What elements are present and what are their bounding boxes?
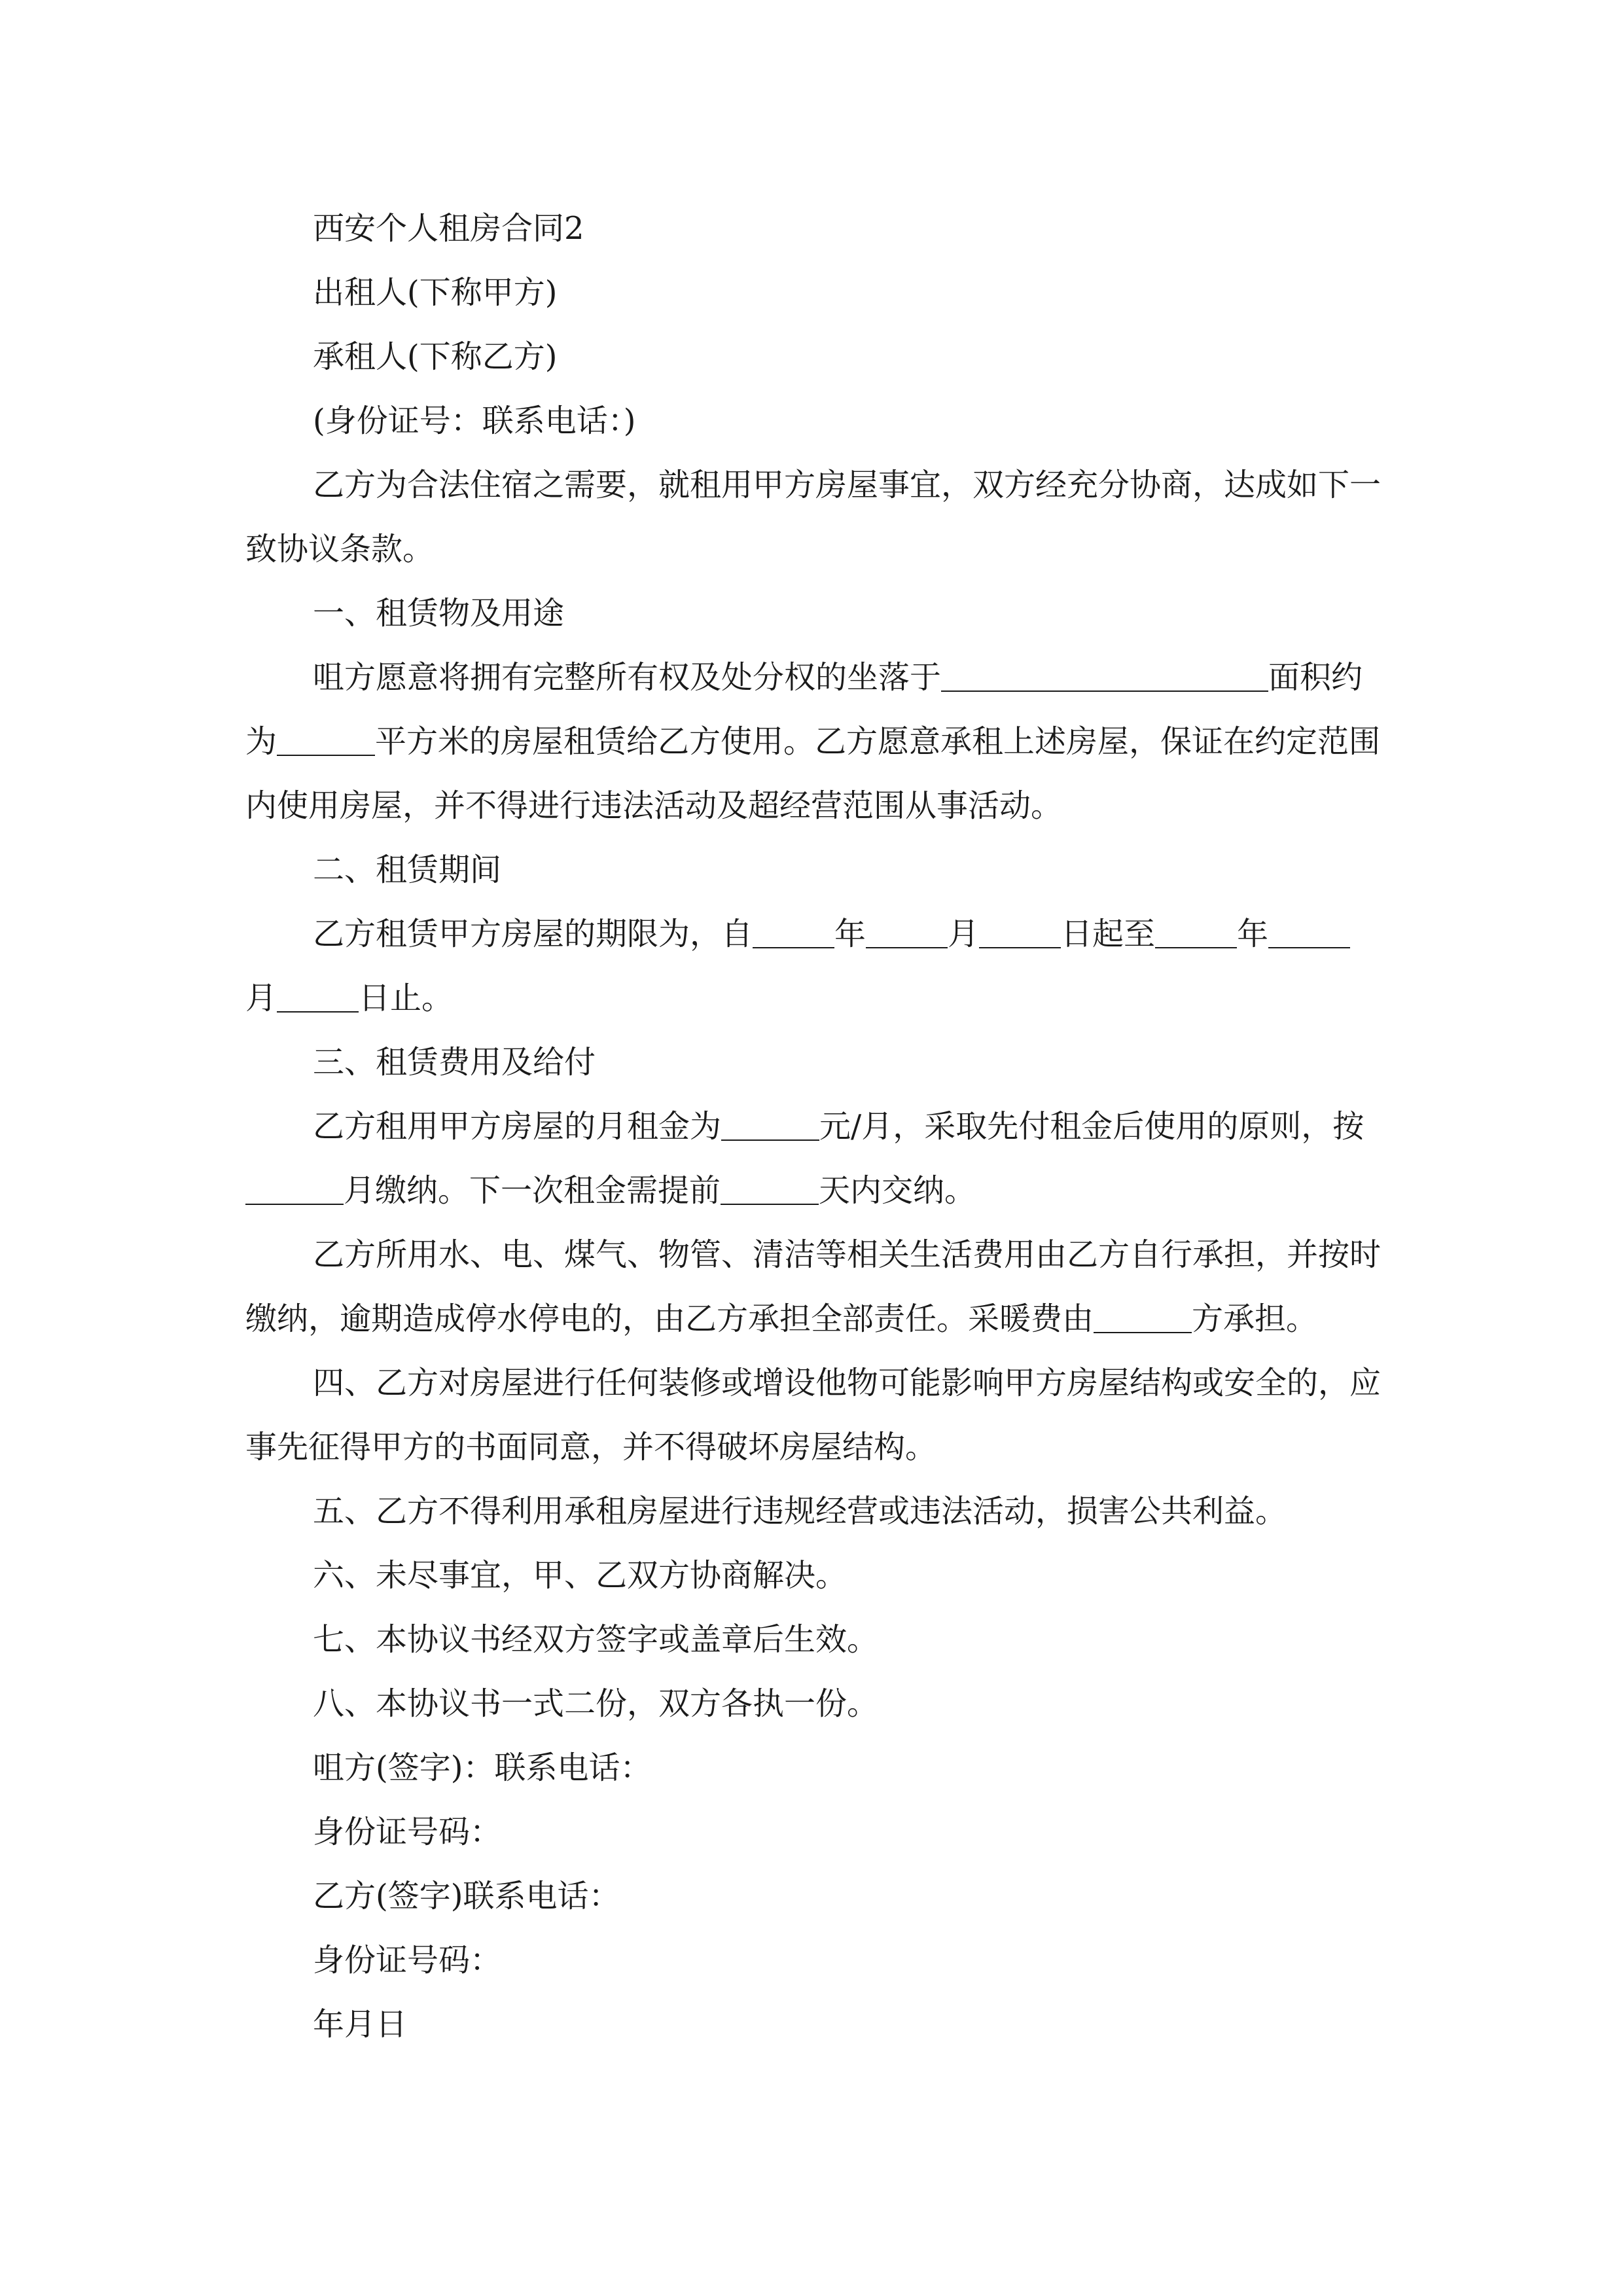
section8-paragraph: 八、本协议书一式二份，双方各执一份。 [313,1685,879,1722]
start-day-label: 日起至 [1061,916,1156,952]
rent-amount-blank [721,1108,819,1141]
section3-text-a: 乙方租用甲方房屋的月租金为 [313,1108,722,1145]
section3-heading: 三、租赁费用及给付 [313,1044,596,1081]
section2-paragraph [245,902,1381,1030]
address-blank [941,659,1268,692]
party-b-signature-line: 乙方(签字)联系电话： [313,1878,620,1914]
section4-paragraph: 四、乙方对房屋进行任何装修或增设他物可能影响甲方房屋结构或安全的，应事先征得甲方的书面同意，并不得破坏房屋结构。 [245,1365,1382,1465]
section1-text-c: 平方米的房屋租赁给乙方使用。乙方愿意承租上述房屋，保证在约定范围内使用房屋，并不得进行违法活动及超经营范围从事活动。 [245,723,1381,824]
start-year-blank [753,916,834,948]
party-b-id-line: 身份证号码： [313,1942,502,1979]
end-year-label: 年 [1237,916,1269,952]
section1-text-a: 咀方愿意将拥有完整所有权及处分权的坐落于 [313,659,942,696]
section3-text-d: 天内交纳。 [819,1172,976,1209]
section1-paragraph [245,645,1381,838]
start-day-blank [979,916,1061,948]
end-month-blank [1268,916,1350,948]
start-month-label: 月 [948,916,980,952]
section3-text-f: 方承担。 [1192,1300,1318,1337]
party-a-signature-line: 咀方(签字)：联系电话： [313,1749,652,1786]
id-contact-line: (身份证号：联系电话：) [313,403,636,439]
advance-days-blank [721,1172,819,1205]
end-month-label: 月 [245,980,277,1016]
lessee-line: 承租人(下称乙方) [313,338,558,375]
section7-paragraph: 七、本协议书经双方签字或盖章后生效。 [313,1621,879,1658]
date-line: 年月日 [313,2006,408,2043]
party-a-id-line: 身份证号码： [313,1814,502,1850]
section5-paragraph: 五、乙方不得利用承租房屋进行违规经营或违法活动，损害公共利益。 [313,1493,1287,1530]
contract-title: 西安个人租房合同2 [313,210,584,247]
section1-heading: 一、租赁物及用途 [313,595,565,632]
section3-utilities-paragraph [245,1223,1381,1351]
lessor-line: 出租人(下称甲方) [313,274,558,311]
start-month-blank [866,916,948,948]
end-day-blank [277,980,359,1013]
heating-party-blank [1094,1300,1192,1333]
area-blank [277,723,375,756]
end-day-label: 日止。 [359,980,454,1016]
contract-body [245,196,1381,2056]
end-year-blank [1155,916,1237,948]
start-year-label: 年 [834,916,866,952]
payment-period-blank [245,1172,344,1205]
section1-text-b: 面积约为 [245,659,1363,760]
section2-text-a: 乙方租赁甲方房屋的期限为，自 [313,916,753,952]
section3-text-c: 月缴纳。下一次租金需提前 [344,1172,721,1209]
section3-rent-paragraph [245,1094,1381,1223]
section3-text-b: 元/月，采取先付租金后使用的原则，按 [819,1108,1364,1145]
section6-paragraph: 六、未尽事宜，甲、乙双方协商解决。 [313,1557,847,1594]
section2-heading: 二、租赁期间 [313,852,502,888]
section3-text-e: 乙方所用水、电、煤气、物管、清洁等相关生活费用由乙方自行承担，并按时缴纳，逾期造成停水停电的，由乙方承担全部责任。采暖费由 [245,1236,1382,1337]
intro-paragraph: 乙方为合法住宿之需要，就租用甲方房屋事宜，双方经充分协商，达成如下一致协议条款。 [245,467,1382,567]
